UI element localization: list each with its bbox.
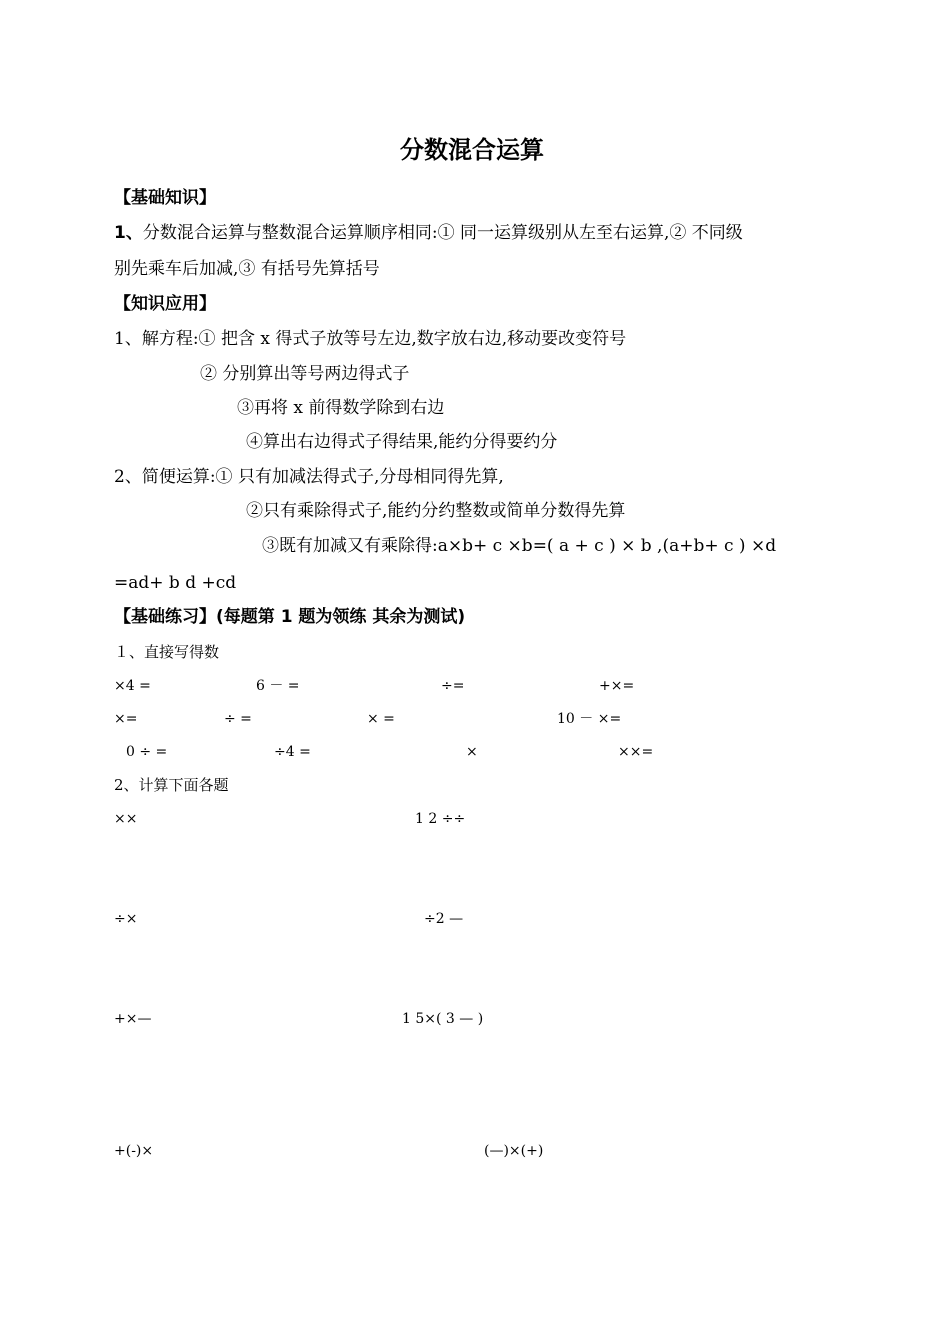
calc-problem: +(-)×	[114, 1143, 154, 1159]
simplify-step-3: ③既有加减又有乘除得:a×b+ c ×b=( a + c ) × b ,(a+b+ c ) ×d	[262, 536, 777, 556]
mental-math-item: ÷=	[441, 678, 465, 694]
equation-step-4: ④算出右边得式子得结果,能约分得要约分	[246, 432, 558, 452]
simplify-step-1: 2、简便运算:① 只有加减法得式子,分母相同得先算,	[114, 467, 504, 487]
rule-text: 分数混合运算与整数混合运算顺序相同:① 同一运算级别从左至右运算,② 不同级	[142, 223, 743, 243]
page-title: 分数混合运算	[400, 136, 544, 164]
mental-math-item: ×4 =	[114, 678, 151, 694]
simplify-step-2: ②只有乘除得式子,能约分约整数或简单分数得先算	[246, 501, 626, 521]
mental-math-item: 6 － =	[256, 678, 300, 694]
calc-problem: ÷2 —	[424, 911, 464, 927]
mental-math-item: ××=	[618, 744, 654, 760]
question-2-label: 2、计算下面各题	[114, 776, 229, 794]
calc-problem: 1 2 ÷÷	[415, 811, 466, 827]
mental-math-item: +×=	[599, 678, 635, 694]
equation-step-3: ③再将 x 前得数学除到右边	[237, 398, 445, 418]
calc-problem: (—)×(+)	[484, 1143, 544, 1159]
section-heading-knowledge-application: 【知识应用】	[114, 294, 216, 314]
calc-problem: 1 5×( 3 — )	[402, 1011, 484, 1027]
calc-problem: ÷×	[114, 911, 138, 927]
mental-math-item: × =	[367, 711, 395, 727]
mental-math-item: ÷4 =	[274, 744, 311, 760]
basic-knowledge-line-1	[114, 225, 743, 242]
mental-math-item: ×=	[114, 711, 138, 727]
calc-problem: ××	[114, 811, 138, 827]
equation-step-2: ② 分别算出等号两边得式子	[200, 364, 410, 384]
basic-knowledge-line-2: 别先乘车后加减,③ 有括号先算括号	[114, 259, 380, 279]
mental-math-item: 10 － ×=	[557, 711, 622, 727]
mental-math-item: ÷ =	[224, 711, 252, 727]
equation-step-1: 1、解方程:① 把含 x 得式子放等号左边,数字放右边,移动要改变符号	[114, 329, 627, 349]
calc-problem: +×—	[114, 1011, 152, 1027]
item-number: 1、	[114, 223, 143, 243]
practice-heading: 【基础练习】	[114, 607, 216, 627]
mental-math-item: 0 ÷ =	[126, 744, 168, 760]
question-1-label: １、直接写得数	[114, 643, 220, 661]
simplify-step-4: =ad+ b d +cd	[114, 573, 237, 593]
section-heading-basic-practice	[114, 609, 465, 626]
practice-note: (每题第 1 题为领练 其余为测试)	[216, 607, 466, 627]
mental-math-item: ×	[466, 744, 478, 760]
section-heading-basic-knowledge: 【基础知识】	[114, 188, 216, 208]
